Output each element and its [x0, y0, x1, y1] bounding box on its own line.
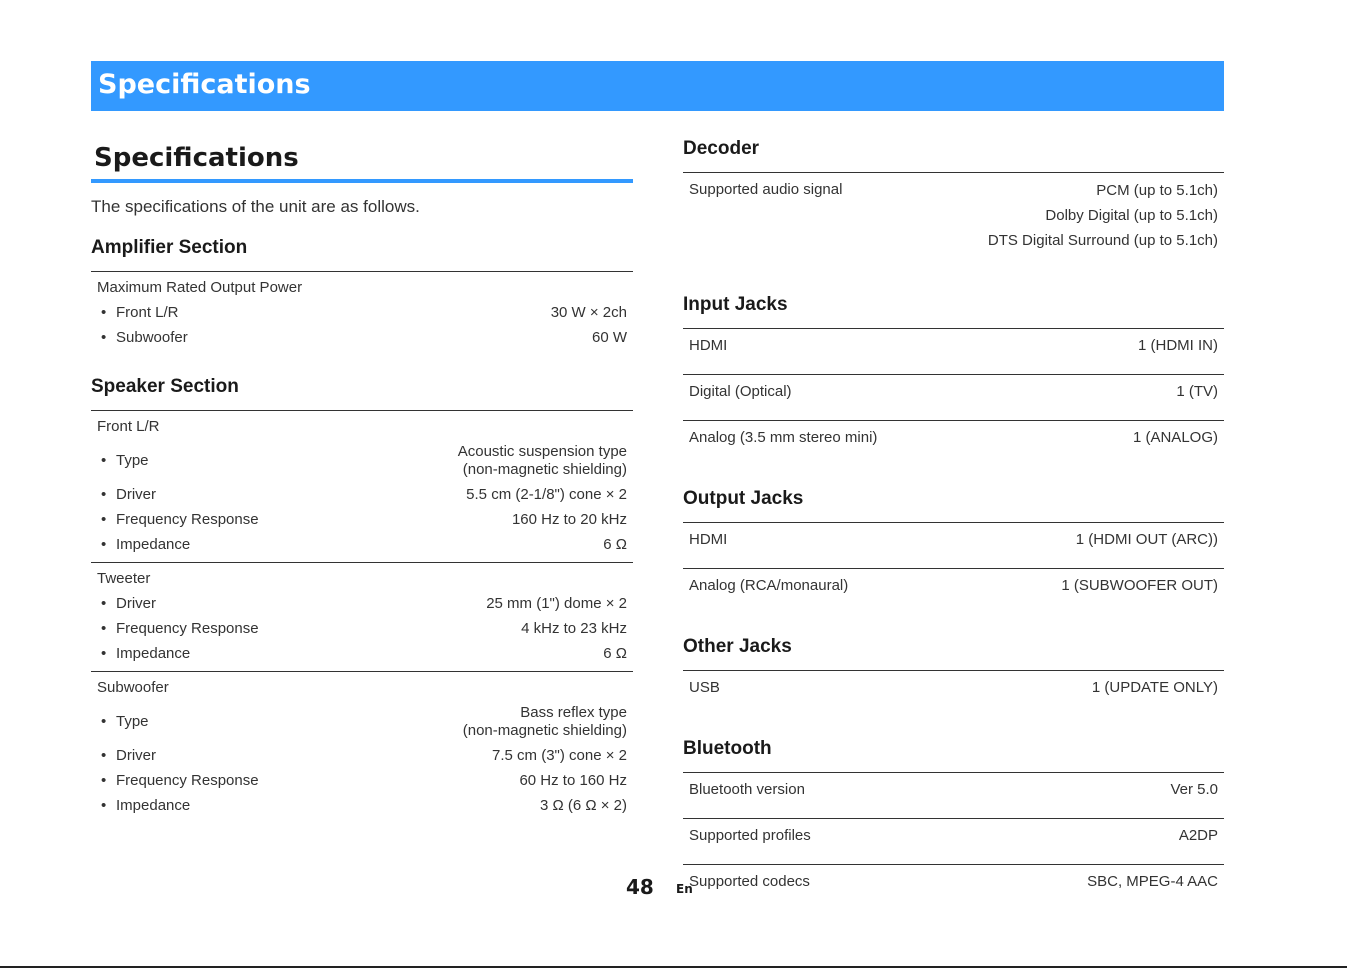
- spec-value: 60 Hz to 160 Hz: [519, 772, 627, 789]
- spec-row: [97, 486, 627, 504]
- speaker-group-front: [91, 411, 633, 563]
- spec-value: 5.5 cm (2-1/8") cone × 2: [466, 486, 627, 503]
- spec-label: Front L/R: [116, 304, 179, 321]
- input-jacks-section-title: Input Jacks: [683, 294, 1224, 329]
- spec-row: [97, 304, 627, 322]
- spec-value: 1 (HDMI IN): [1138, 337, 1218, 354]
- bullet: •: [101, 797, 107, 814]
- bottom-divider: [0, 966, 1347, 968]
- bullet: •: [101, 595, 107, 612]
- spec-label: HDMI: [689, 531, 728, 548]
- left-column: [91, 140, 633, 823]
- header-banner: [91, 61, 1224, 111]
- spec-value: Bass reflex type (non-magnetic shielding): [462, 704, 627, 739]
- spec-row: [97, 536, 627, 554]
- spec-value: 30 W × 2ch: [550, 304, 627, 321]
- spec-label: Type: [116, 713, 149, 730]
- spec-value: 60 W: [591, 329, 627, 346]
- intro-text: The specifications of the unit are as follows.: [91, 197, 420, 216]
- amplifier-group: [91, 272, 633, 355]
- spec-row: [683, 329, 1224, 375]
- spec-label: Driver: [116, 595, 156, 612]
- group-label: Subwoofer: [97, 679, 169, 696]
- speaker-group-tweeter: [91, 563, 633, 672]
- bullet: •: [101, 304, 107, 321]
- spec-row: [683, 523, 1224, 569]
- spec-row: [683, 375, 1224, 421]
- bullet: •: [101, 536, 107, 553]
- spec-label: Impedance: [116, 645, 191, 662]
- spec-label: Impedance: [116, 536, 191, 553]
- spec-value: SBC, MPEG-4 AAC: [1087, 873, 1218, 890]
- spec-value: 6 Ω: [603, 645, 627, 662]
- spec-label: Bluetooth version: [689, 781, 805, 798]
- spec-row: [683, 865, 1224, 910]
- spec-value: PCM (up to 5.1ch) Dolby Digital (up to 5.1ch) DTS Digital Surround (up to 5.1ch): [987, 182, 1218, 249]
- spec-row: [97, 443, 627, 479]
- spec-label: Impedance: [116, 797, 191, 814]
- spec-label: Analog (3.5 mm stereo mini): [689, 429, 878, 446]
- spec-row: [97, 595, 627, 613]
- bullet: •: [101, 452, 107, 469]
- spec-label: Driver: [116, 486, 156, 503]
- spec-value: 6 Ω: [603, 536, 627, 553]
- bluetooth-section-title: Bluetooth: [683, 738, 1224, 773]
- spec-label: Type: [116, 452, 149, 469]
- spec-label: Frequency Response: [116, 511, 259, 528]
- spec-row: [683, 421, 1224, 466]
- spec-label: Digital (Optical): [689, 383, 792, 400]
- spec-row: [97, 511, 627, 529]
- spec-label: Driver: [116, 747, 156, 764]
- spec-value: 1 (HDMI OUT (ARC)): [1075, 531, 1218, 548]
- spec-label: Analog (RCA/monaural): [689, 577, 849, 594]
- spec-row: [683, 569, 1224, 614]
- spec-value: 1 (UPDATE ONLY): [1091, 679, 1218, 696]
- spec-label: Frequency Response: [116, 772, 259, 789]
- spec-value: 1 (TV): [1176, 383, 1218, 400]
- output-jacks-section-title: Output Jacks: [683, 488, 1224, 523]
- spec-value: 1 (ANALOG): [1132, 429, 1218, 446]
- bullet: •: [101, 772, 107, 789]
- spec-label: Supported codecs: [689, 873, 810, 890]
- bullet: •: [101, 645, 107, 662]
- spec-value: 4 kHz to 23 kHz: [521, 620, 627, 637]
- spec-row: [97, 620, 627, 638]
- bullet: •: [101, 747, 107, 764]
- bullet: •: [101, 329, 107, 346]
- spec-label: Supported audio signal: [689, 181, 843, 198]
- spec-row: [683, 819, 1224, 865]
- group-label: Maximum Rated Output Power: [97, 279, 303, 296]
- spec-value: 7.5 cm (3") cone × 2: [492, 747, 627, 764]
- banner-title: Specifications: [98, 69, 311, 100]
- spec-value: Acoustic suspension type (non-magnetic shielding): [457, 443, 627, 478]
- spec-row: [97, 645, 627, 663]
- bullet: •: [101, 620, 107, 637]
- spec-row: [683, 773, 1224, 819]
- spec-label: Subwoofer: [116, 329, 188, 346]
- spec-value: Ver 5.0: [1170, 781, 1218, 798]
- spec-value: 25 mm (1") dome × 2: [486, 595, 627, 612]
- group-label: Tweeter: [97, 570, 151, 587]
- spec-row: [97, 797, 627, 815]
- bullet: •: [101, 713, 107, 730]
- speaker-section-title: Speaker Section: [91, 376, 633, 411]
- group-label: Front L/R: [97, 418, 160, 435]
- bullet: •: [101, 486, 107, 503]
- spec-row: [97, 772, 627, 790]
- speaker-group-subwoofer: [91, 672, 633, 823]
- amplifier-section-title: Amplifier Section: [91, 237, 633, 272]
- spec-label: Frequency Response: [116, 620, 259, 637]
- spec-label: USB: [689, 679, 720, 696]
- spec-row: [683, 671, 1224, 716]
- other-jacks-section-title: Other Jacks: [683, 636, 1224, 671]
- spec-label: Supported profiles: [689, 827, 811, 844]
- spec-label: HDMI: [689, 337, 728, 354]
- right-column: [683, 135, 1224, 910]
- spec-value: A2DP: [1178, 827, 1218, 844]
- spec-row: [97, 704, 627, 740]
- decoder-section-title: Decoder: [683, 138, 1224, 173]
- spec-row: [97, 747, 627, 765]
- spec-value: 1 (SUBWOOFER OUT): [1061, 577, 1218, 594]
- spec-value: 3 Ω (6 Ω × 2): [539, 797, 627, 814]
- spec-value: 160 Hz to 20 kHz: [511, 511, 627, 528]
- bullet: •: [101, 511, 107, 528]
- page-language: En: [676, 882, 693, 896]
- spec-row: [683, 173, 1224, 272]
- page-number: 48: [626, 875, 654, 899]
- page-title: Specifications: [91, 140, 633, 183]
- spec-row: [97, 329, 627, 347]
